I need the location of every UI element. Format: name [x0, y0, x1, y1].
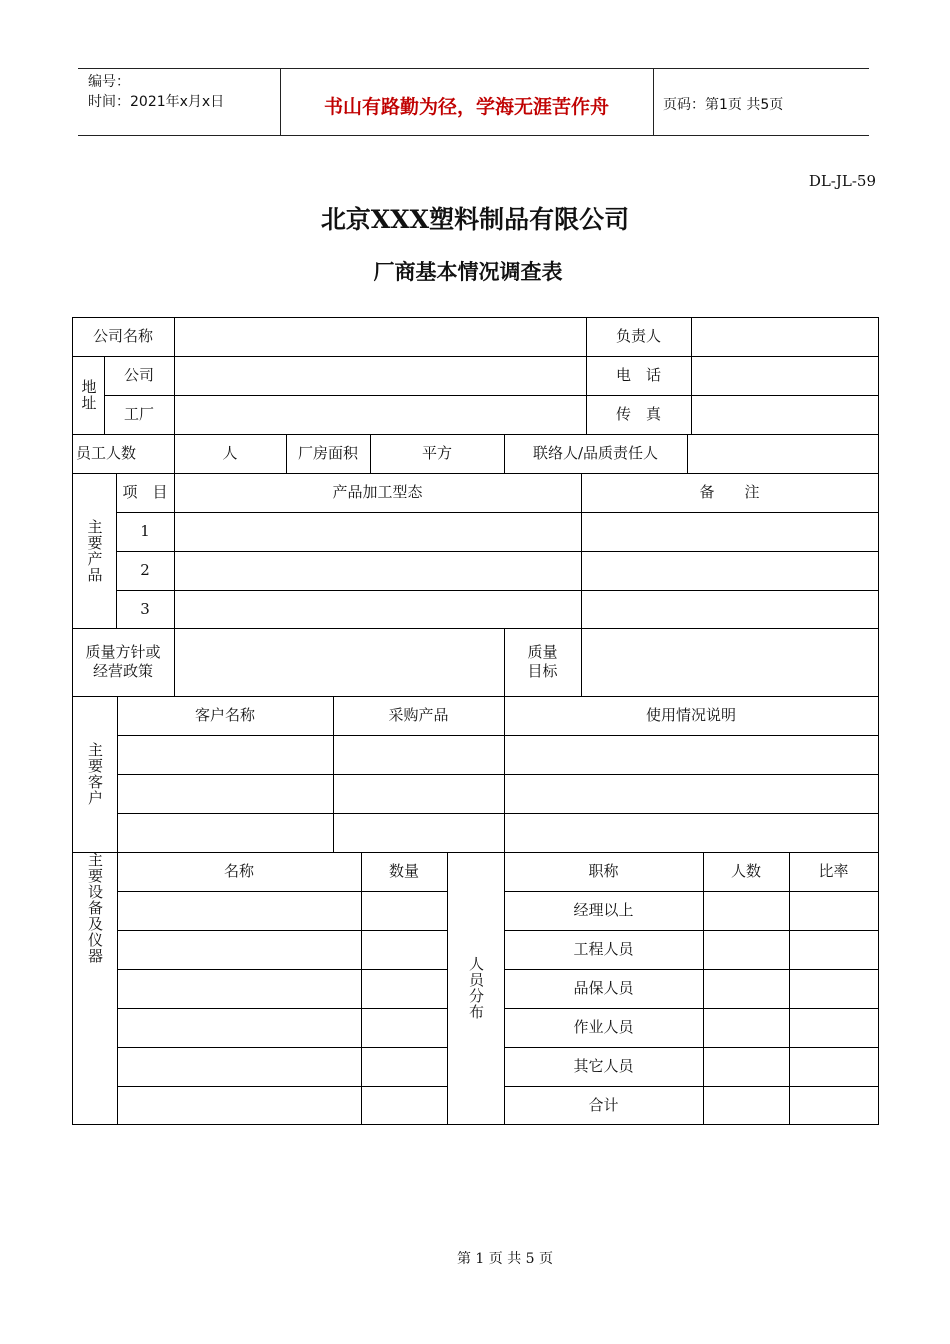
- main-customers-cell: [72, 696, 117, 852]
- equipment-label: 主要设备及仪器: [86, 852, 104, 964]
- equipment-cell: [72, 852, 117, 992]
- address-label: 地址: [79, 379, 98, 411]
- headcount-header: 人数: [730, 862, 761, 880]
- quality-policy-field[interactable]: [175, 629, 504, 696]
- plant-area-label: 厂房面积: [297, 444, 358, 462]
- time-label: 时间：2021年x月x日: [88, 94, 225, 110]
- equipment-quantity-header: 数量: [388, 862, 419, 880]
- main-products-label: 主要产品: [85, 518, 104, 583]
- company-name-label: 公司名称: [92, 327, 153, 345]
- serial-label: 编号：: [88, 74, 130, 90]
- motto: 书山有路勤为径，学海无涯苦作舟: [323, 96, 609, 118]
- contact-label: 联络人/品质责任人: [532, 444, 659, 462]
- staff-row-label: 作业人员: [573, 1018, 634, 1036]
- page-footer: 第 1 页 共 5 页: [456, 1251, 554, 1267]
- quality-goal-field[interactable]: [582, 629, 878, 696]
- staff-row-label: 合计: [588, 1095, 619, 1114]
- quality-policy-text: 质量方针或经营政策: [85, 643, 161, 680]
- phone-field[interactable]: [692, 357, 878, 395]
- quality-policy-label: [72, 628, 174, 696]
- fax-label: 传 真: [615, 405, 661, 423]
- form-title: 厂商基本情况调查表: [373, 259, 563, 284]
- responsible-field[interactable]: [692, 318, 878, 356]
- ratio-header: 比率: [818, 862, 849, 880]
- page-indicator: 页码：第1页 共5页: [663, 97, 784, 113]
- address-company-label: 公司: [123, 366, 154, 384]
- main-products-cell: [72, 473, 116, 628]
- staff-row-label: 工程人员: [573, 940, 634, 958]
- staff-row-label: 其它人员: [573, 1057, 634, 1075]
- address-label-cell: [72, 356, 104, 434]
- equipment-name-header: 名称: [223, 862, 254, 880]
- staff-row-label: 品保人员: [573, 979, 634, 997]
- fax-field[interactable]: [692, 396, 878, 434]
- staff-count-label: 员工人数: [76, 444, 137, 462]
- staff-row-label: 经理以上: [573, 901, 634, 919]
- remark-header: 备 注: [699, 483, 760, 501]
- address-factory-label: 工厂: [123, 405, 154, 423]
- title-header: 职称: [588, 862, 619, 880]
- plant-area-unit: 平方: [421, 444, 452, 462]
- product-row-number: 3: [140, 599, 150, 618]
- customer-name-header: 客户名称: [194, 706, 255, 724]
- main-customers-label: 主要客户: [86, 742, 104, 806]
- product-row-number: 1: [140, 522, 150, 540]
- factory-address-field[interactable]: [175, 396, 586, 434]
- company-name-field[interactable]: [175, 318, 586, 356]
- responsible-label: 负责人: [615, 327, 661, 345]
- staff-distribution-cell: [447, 852, 504, 1124]
- company-title: 北京XXX塑料制品有限公司: [320, 205, 630, 234]
- company-address-field[interactable]: [175, 357, 586, 395]
- doc-code: DL-JL-59: [808, 172, 876, 190]
- staff-distribution-label: 人员分布: [467, 956, 485, 1020]
- usage-header: 使用情况说明: [645, 706, 736, 724]
- processing-header: 产品加工型态: [332, 483, 423, 501]
- quality-goal-label: [504, 628, 581, 696]
- phone-label: 电 话: [615, 366, 661, 384]
- staff-count-unit: 人: [222, 444, 238, 462]
- contact-field[interactable]: [688, 435, 878, 473]
- product-row-number: 2: [140, 561, 150, 579]
- purchase-product-header: 采购产品: [388, 706, 449, 724]
- item-header: 项 目: [122, 483, 168, 501]
- quality-goal-text: 质量目标: [527, 643, 558, 680]
